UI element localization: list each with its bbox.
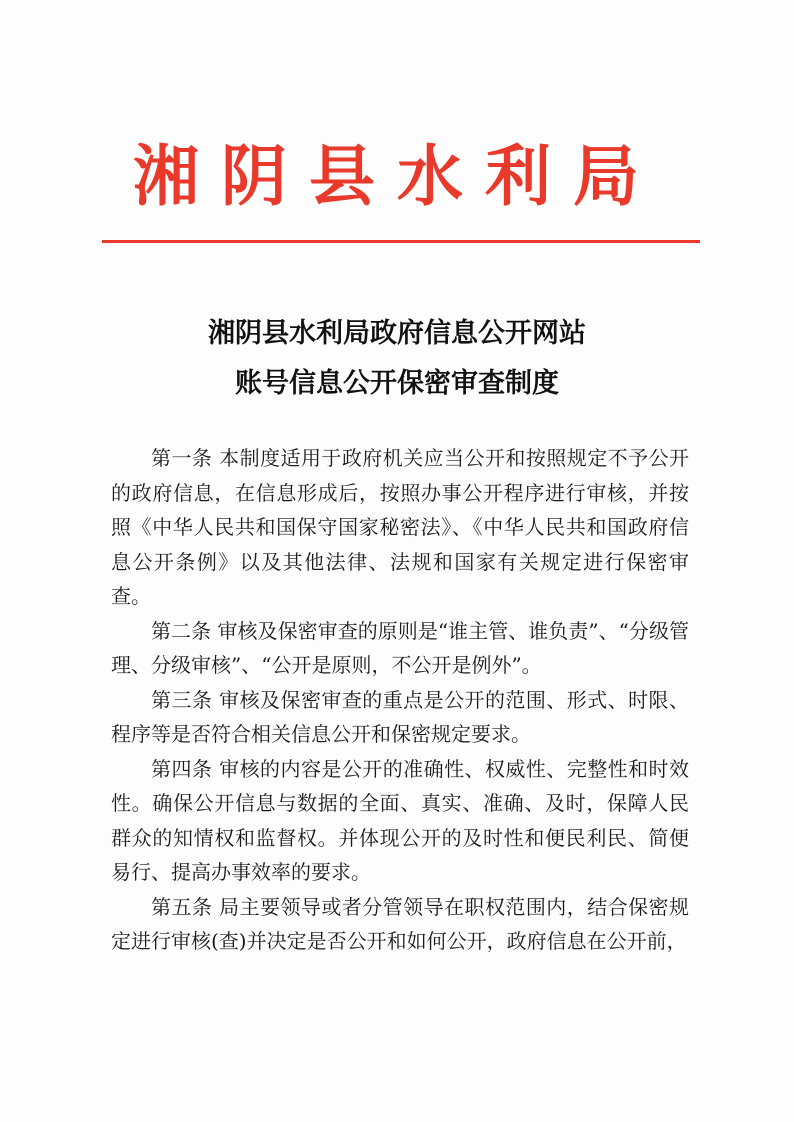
red-header-rule xyxy=(102,240,700,243)
article-3: 第三条 审核及保密审查的重点是公开的范围、形式、时限、程序等是否符合相关信息公开和保密规定要求。 xyxy=(111,687,689,746)
article-4: 第四条 审核的内容是公开的准确性、权威性、完整性和时效性。确保公开信息与数据的全面、真实、准确、及时，保障人民群众的知情权和监督权。并体现公开的及时性和便民利民、简便易行、提高办事效率的要求。 xyxy=(111,756,689,884)
document-body xyxy=(111,441,689,959)
document-title-line-1: 湘阴县水利局政府信息公开网站 xyxy=(208,318,586,349)
document-title-line-2: 账号信息公开保密审查制度 xyxy=(235,368,559,399)
article-5: 第五条 局主要领导或者分管领导在职权范围内，结合保密规定进行审核(查)并决定是否公开和如何公开，政府信息在公开前， xyxy=(111,894,689,953)
organization-header: 湘阴县水利局 xyxy=(133,138,661,215)
article-2: 第二条 审核及保密审查的原则是“谁主管、谁负责”、“分级管理、分级审核”、“公开是原则，不公开是例外”。 xyxy=(111,618,689,677)
article-1: 第一条 本制度适用于政府机关应当公开和按照规定不予公开的政府信息，在信息形成后，按照办事公开程序进行审核，并按照《中华人民共和国保守国家秘密法》、《中华人民共和国政府信息公开条例》以及其他法律、法规和国家有关规定进行保密审查。 xyxy=(111,446,689,608)
